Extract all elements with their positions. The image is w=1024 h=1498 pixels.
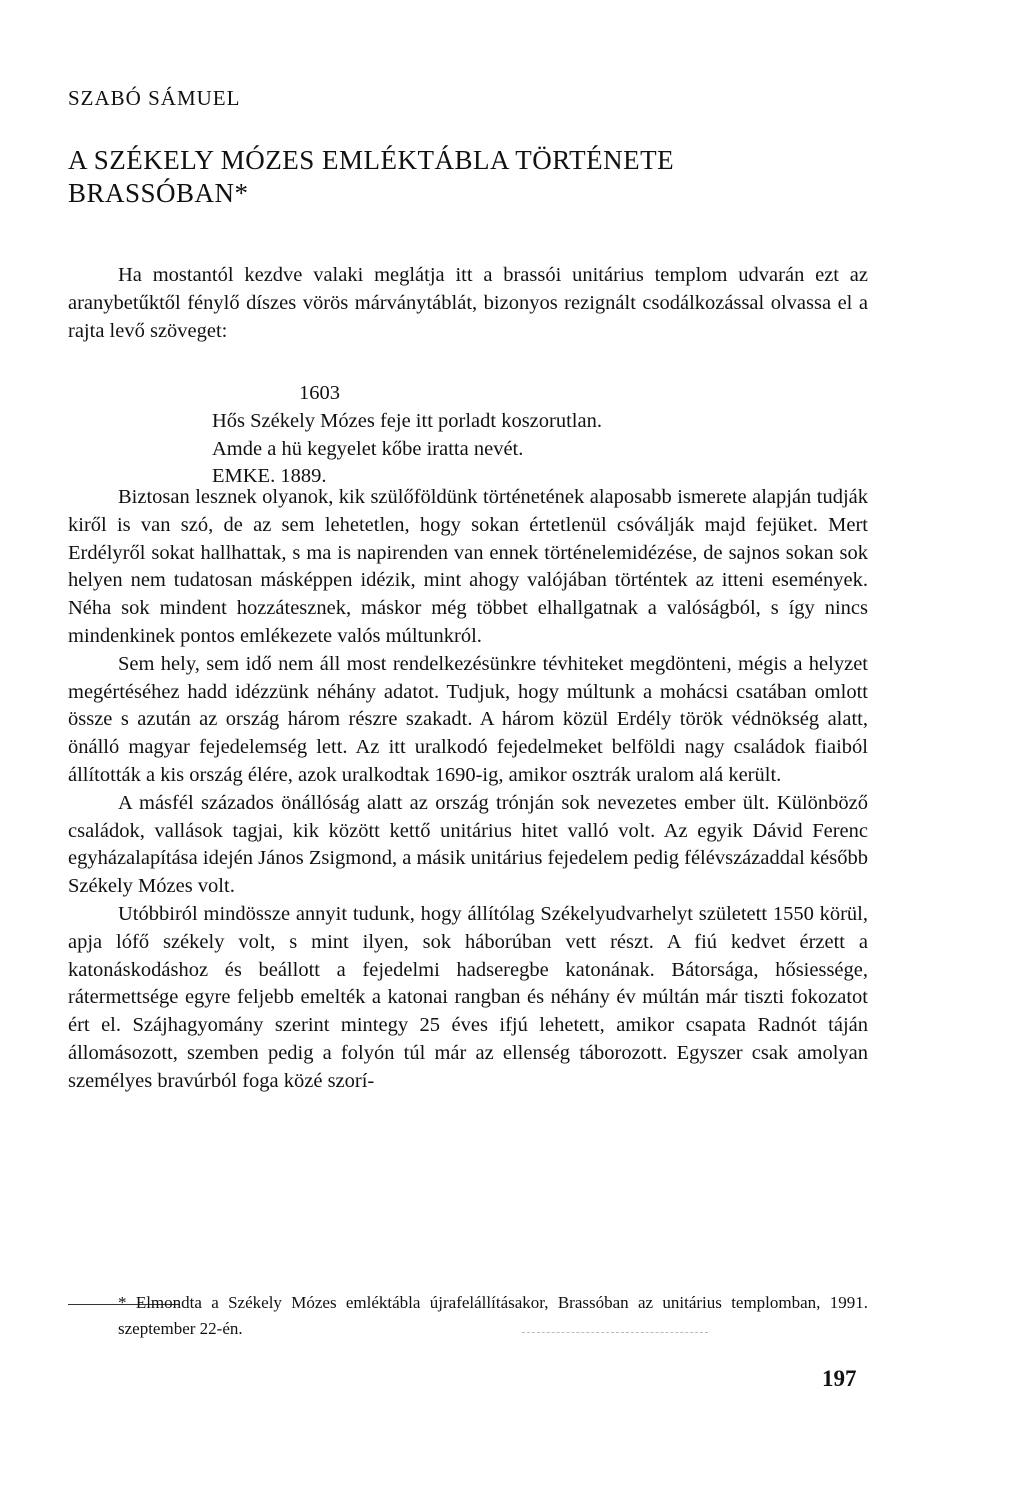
inscription-line-2: Amde a hü kegyelet kőbe iratta nevét. (212, 437, 524, 460)
inscription-line-3: EMKE. 1889. (212, 465, 327, 488)
inscription (212, 380, 602, 491)
paragraph: Sem hely, sem idő nem áll most rendelkezésünkre tévhiteket megdönteni, mégis a helyzet megértéséhez hadd idézzünk néhány adatot. Tudjuk, hogy múltunk a mohácsi csatában omlott össze s azután az ország három részre szakadt. A három közül Erdély török védnökség alatt, önálló magyar fejedelemség lett. Az itt uralkodó fejedelmeket belföldi nagy családok fiaiból állították a kis ország élére, azok uralkodtak 1690-ig, amikor osztrák uralom alá került. (68, 652, 868, 786)
intro-paragraph: Ha mostantól kezdve valaki meglátja itt a brassói unitárius templom udvarán ezt az aranybetűktől fénylő díszes vörös márványtáblát, bizonyos rezignált csodálkozással olvassa el a rajta levő szöveget: (68, 264, 868, 342)
scan-artifact (522, 1332, 708, 1334)
article-title (68, 144, 868, 210)
paragraph: A másfél százados önállóság alatt az ország trónján sok nevezetes ember ült. Különböző családok, vallások tagjai, kik között kettő unitárius hitet valló volt. Az egyik Dávid Ferenc egyházalapítása idején János Zsigmond, a másik unitárius fejedelem pedig félévszázaddal később Székely Mózes volt. (68, 791, 868, 898)
title-line-1: A SZÉKELY MÓZES EMLÉKTÁBLA TÖRTÉNETE (68, 145, 675, 175)
author-name: SZABÓ SÁMUEL (68, 86, 241, 110)
paragraph: Biztosan lesznek olyanok, kik szülőföldünk történetének alaposabb ismerete alapján tudják kiről is van szó, de az sem lehetetlen, hogy sokan értetlenül csóválják majd fejüket. Mert Erdélyről sokat hallhattak, s ma is napirenden van ennek történelemidézése, de sajnos sokan sok helyen nem tudatosan másképpen idézik, mint ahogy valójában történtek az itteni események. Néha sok mindent hozzátesznek, máskor még többet elhallgatnak a valóságból, s így nincs mindenkinek pontos emlékezete valós múltunkról. (68, 486, 868, 647)
title-line-2: BRASSÓBAN* (68, 178, 249, 208)
inscription-year: 1603 (299, 382, 340, 404)
inscription-line-1: Hős Székely Mózes feje itt porladt koszorutlan. (212, 409, 602, 432)
paragraph: Utóbbiról mindössze annyit tudunk, hogy állítólag Székelyudvarhelyt született 1550 körül, apja lófő székely volt, s mint ilyen, sok háborúban vett részt. A fiú kedvet érzett a katonáskodáshoz és beállott a fejedelmi hadseregbe katonának. Bátorsága, hősiessége, rátermettsége egyre feljebb emelték a katonai rangban és néhány év múltán már tiszti fokozatot ért el. Szájhagyomány szerint mintegy 25 éves ifjú lehetett, amikor csapata Radnót táján állomásozott, szemben pedig a folyón túl már az ellenség táborozott. Egyszer csak amolyan személyes bravúrból foga közé szorí- (68, 902, 868, 1092)
page-number: 197 (822, 1366, 857, 1391)
footnote-text: * Elmondta a Székely Mózes emléktábla újrafelállításakor, Brassóban az unitárius templomban, 1991. szeptember 22-én. (118, 1293, 868, 1338)
main-text (68, 484, 868, 1096)
footnote (118, 1290, 868, 1342)
